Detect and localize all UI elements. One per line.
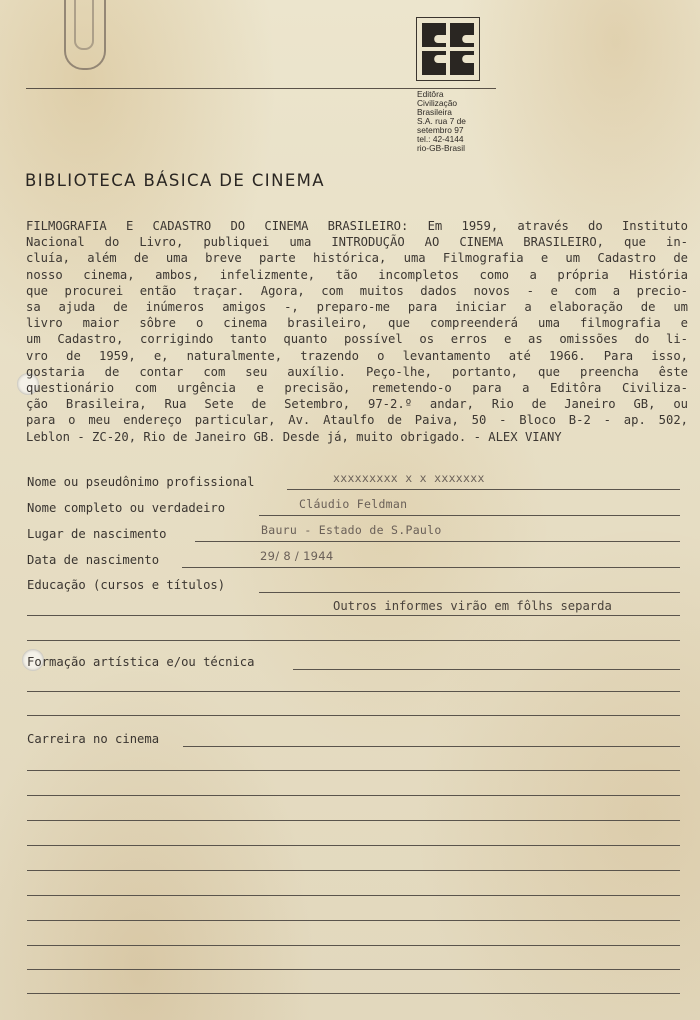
intro-line: um Cadastro, corrigindo tanto quanto possível os erros e as omissões do li- (26, 332, 688, 347)
intro-line: ção Brasileira, Rua Sete de Setembro, 97-2.º andar, Rio de Janeiro GB, ou (26, 397, 688, 412)
blank-line (27, 715, 680, 716)
blank-line (27, 895, 680, 896)
field-birthplace-value[interactable]: Bauru - Estado de S.Paulo (261, 523, 442, 537)
publisher-line: S.A. rua 7 de (417, 116, 466, 126)
field-birth-date[interactable] (27, 549, 680, 573)
field-artistic-training-line (293, 669, 680, 670)
field-artistic-training-label: Formação artística e/ou técnica (27, 655, 255, 669)
intro-line: nosso cinema, ambos, infelizmente, tão incompletos como a própria História (26, 267, 688, 282)
intro-line: cluía, além de uma breve parte histórica, uma Filmografia e um Cadastro de (26, 251, 688, 266)
field-artistic-training[interactable] (27, 655, 680, 675)
intro-line: Leblon - ZC-20, Rio de Janeiro GB. Desde já, muito obrigado. - ALEX VIANY (26, 429, 562, 444)
field-pseudonym-line (287, 489, 680, 490)
field-full-name-label: Nome completo ou verdadeiro (27, 501, 226, 515)
blank-line (27, 969, 680, 970)
blank-line (27, 920, 680, 921)
intro-line: questionário com urgência e precisão, remetendo-o para a Editôra Civiliza- (26, 381, 688, 396)
field-full-name[interactable] (27, 497, 680, 521)
education-note: Outros informes virão em fôlhs separda (333, 599, 612, 613)
publisher-line: Civilização (417, 98, 458, 108)
field-pseudonym[interactable] (27, 471, 680, 495)
cc-logo-icon (416, 17, 480, 81)
field-birthplace[interactable] (27, 523, 680, 547)
paper-clip-inner-mark (74, 0, 94, 50)
field-career[interactable] (27, 732, 680, 752)
intro-line: sa ajuda de inúmeros amigos -, preparo-me para iniciar a elaboração de um (26, 300, 688, 315)
field-education[interactable] (27, 578, 680, 598)
blank-line (27, 770, 680, 771)
publisher-line: tel.: 42-4144 (417, 134, 464, 144)
field-birthplace-label: Lugar de nascimento (27, 527, 167, 541)
blank-line (27, 691, 680, 692)
field-education-line (259, 592, 680, 593)
intro-line: para o meu endereço particular, Av. Ataulfo de Paiva, 50 - Bloco B-2 - ap. 502, (26, 413, 688, 428)
field-full-name-line (259, 515, 680, 516)
blank-line (27, 845, 680, 846)
intro-paragraph (26, 218, 688, 445)
field-pseudonym-value[interactable]: xxxxxxxxx x x xxxxxxx (333, 471, 485, 485)
field-birth-date-label: Data de nascimento (27, 553, 160, 567)
field-birthplace-line (195, 541, 680, 542)
field-birth-date-value[interactable]: 29/ 8 / 1944 (260, 549, 334, 563)
publisher-line: Editôra (417, 89, 444, 99)
intro-line: Nacional do Livro, publiquei uma INTRODUÇÃO AO CINEMA BRASILEIRO, que in- (26, 235, 688, 250)
blank-line (27, 615, 680, 616)
blank-line (27, 820, 680, 821)
blank-line (27, 945, 680, 946)
field-career-label: Carreira no cinema (27, 732, 160, 746)
blank-line (27, 795, 680, 796)
document-title: BIBLIOTECA BÁSICA DE CINEMA (25, 171, 325, 190)
field-full-name-value[interactable]: Cláudio Feldman (299, 497, 408, 511)
publisher-address (417, 90, 497, 153)
field-pseudonym-label: Nome ou pseudônimo profissional (27, 475, 255, 489)
field-birth-date-line (182, 567, 680, 568)
publisher-line: rio-GB-Brasil (417, 143, 465, 153)
publisher-line: setembro 97 (417, 125, 464, 135)
intro-line: FILMOGRAFIA E CADASTRO DO CINEMA BRASILEIRO: Em 1959, através do Instituto (26, 219, 688, 233)
field-education-label: Educação (cursos e títulos) (27, 578, 226, 592)
field-career-line (183, 746, 680, 747)
intro-line: que procurei então traçar. Agora, com muitos dados novos - e com a precio- (26, 283, 688, 298)
intro-line: gostaria de contar com seu auxílio. Peço-lhe, portanto, que preencha êste (26, 364, 688, 379)
blank-line (27, 993, 680, 994)
blank-line (27, 870, 680, 871)
publisher-line: Brasileira (417, 107, 452, 117)
intro-line: livro maior sôbre o cinema brasileiro, que compreenderá uma filmografia e (26, 316, 688, 331)
intro-line: vro de 1959, e, naturalmente, trazendo o levantamento até 1966. Para isso, (26, 348, 688, 363)
blank-line (27, 640, 680, 641)
